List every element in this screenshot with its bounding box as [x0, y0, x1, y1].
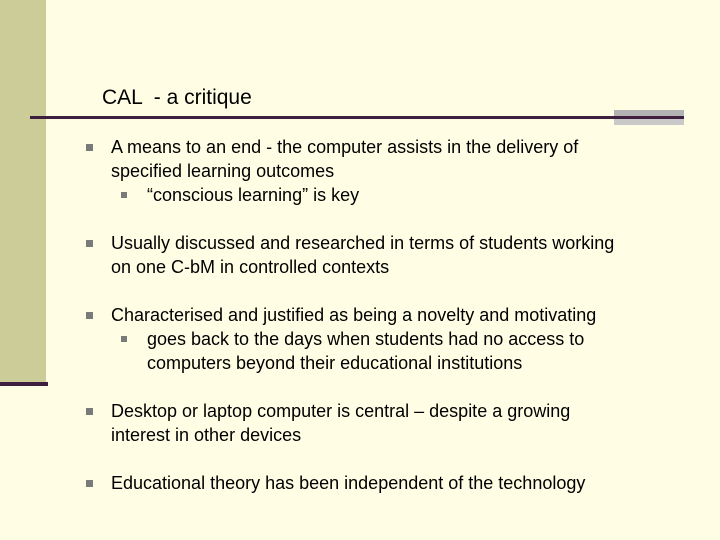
bullet-2-line-1: Usually discussed and researched in terms of students working: [111, 233, 615, 253]
title-rule: [30, 116, 684, 119]
left-decorative-band: [0, 0, 46, 382]
sub-bullet-marker: [121, 336, 127, 342]
slide-title: CAL - a critique: [102, 86, 252, 109]
bullet-1-line-2: specified learning outcomes: [111, 161, 335, 181]
bullet-4-line-1: Desktop or laptop computer is central – despite a growing: [111, 401, 571, 421]
bullet-marker: [86, 312, 93, 319]
bullet-4-line-2: interest in other devices: [111, 425, 302, 445]
bullet-5-line-1: Educational theory has been independent of the technology: [111, 473, 586, 493]
bullet-3-line-1: Characterised and justified as being a novelty and motivating: [111, 305, 597, 325]
bullet-1-sub-1-line-1: “conscious learning” is key: [147, 185, 360, 205]
sub-bullet-marker: [121, 192, 127, 198]
bullet-3-sub-1-line-1: goes back to the days when students had no access to: [147, 329, 585, 349]
bullet-marker: [86, 480, 93, 487]
bullet-2-line-2: on one C-bM in controlled contexts: [111, 257, 390, 277]
bullet-marker: [86, 240, 93, 247]
bullet-3-sub-1-line-2: computers beyond their educational institutions: [147, 353, 523, 373]
title-rule-shadow-bottom: [614, 119, 684, 125]
bullet-1-line-1: A means to an end - the computer assists in the delivery of: [111, 137, 579, 157]
left-band-accent: [0, 382, 48, 386]
bullet-marker: [86, 144, 93, 151]
bullet-marker: [86, 408, 93, 415]
